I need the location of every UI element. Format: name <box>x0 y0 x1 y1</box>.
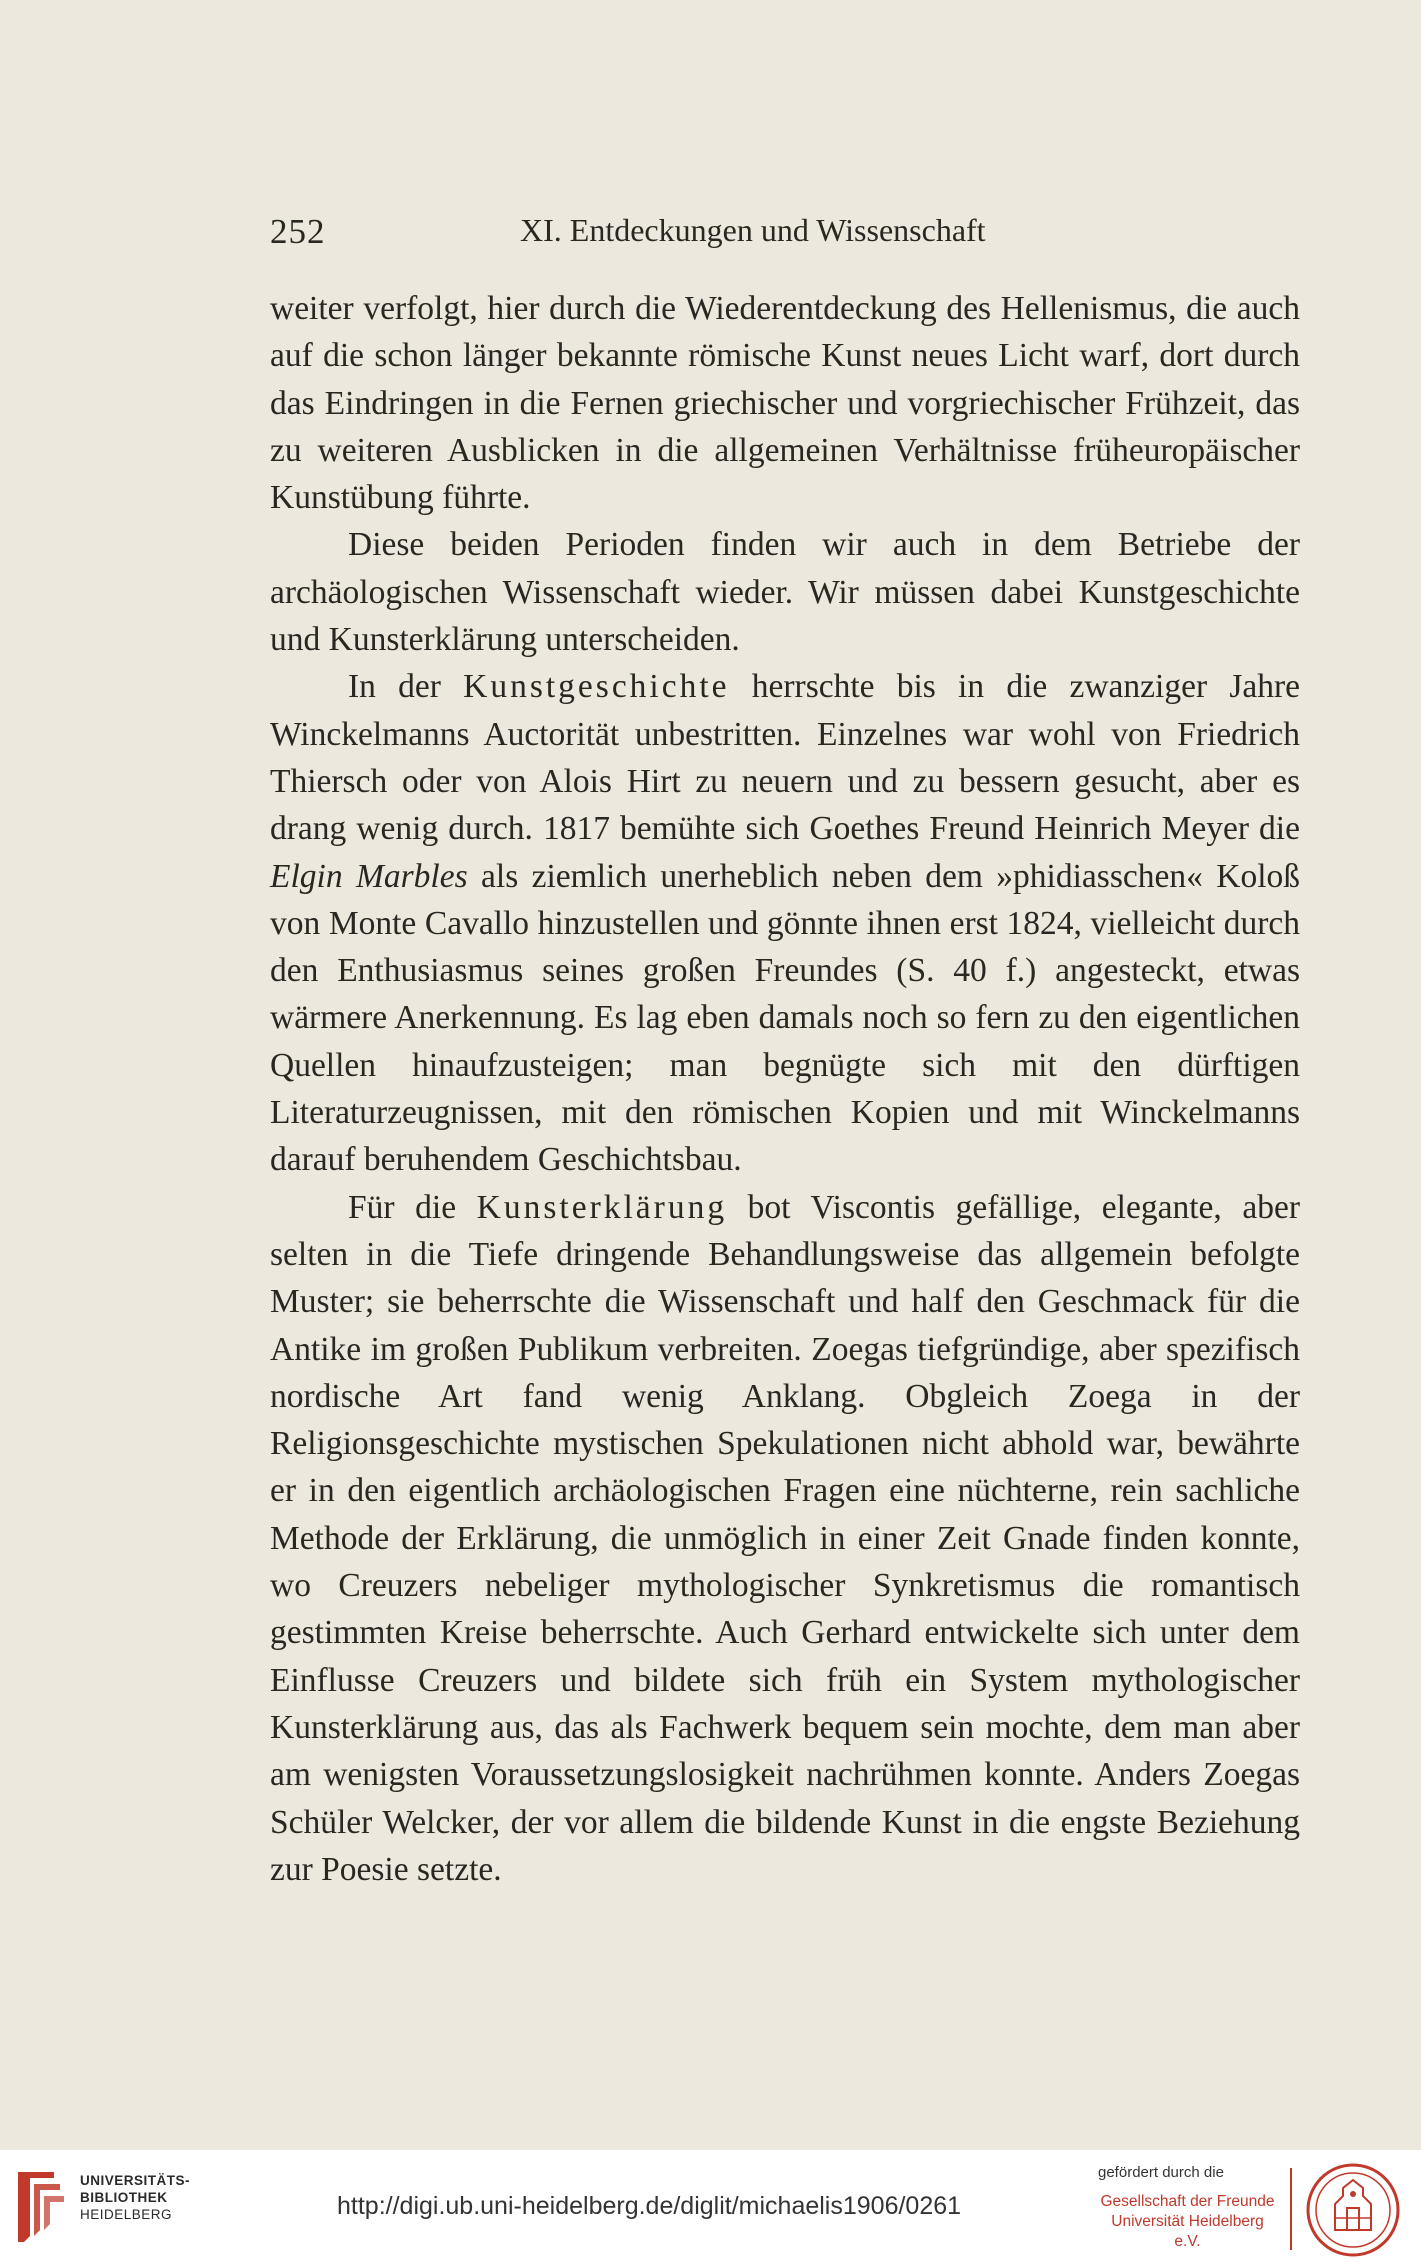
paragraph-4 <box>270 1184 1300 1893</box>
paragraph-3-lead: In der <box>348 668 464 706</box>
library-name-line-2: BIBLIOTHEK <box>80 2190 168 2205</box>
sponsor-name <box>1100 2192 1275 2252</box>
page-number: 252 <box>270 212 326 251</box>
library-name-line-1: UNIVERSITÄTS- <box>80 2173 191 2188</box>
paragraph-3-text-end: als ziemlich unerheblich neben dem »phidiasschen« Koloß von Monte Cavallo hinzustellen und gönnte ihnen erst 1824, vielleicht durch den Enthusiasmus seines großen Freundes (S. 40 f.) angesteckt, etwas wärmere Anerkennung. Es lag eben damals noch so fern zu den eigentlichen Quellen hinaufzusteigen; man begnügte sich mit den dürftigen Literaturzeugnissen, mit den römischen Kopien und mit Winckelmanns darauf beruhendem Geschichtsbau. <box>270 857 1300 1179</box>
paragraph-2: Diese beiden Perioden finden wir auch in dem Betriebe der archäologischen Wissenschaft wieder. Wir müssen dabei Kunstgeschichte und Kunsterklärung unterscheiden. <box>270 526 1300 659</box>
sponsor-name-line-2: Universität Heidelberg e.V. <box>1111 2213 1264 2250</box>
page-header <box>270 212 1300 262</box>
running-head: XI. Entdeckungen und Wissenschaft <box>520 212 986 248</box>
university-seal-icon <box>1305 2162 1401 2258</box>
body-text <box>270 285 1300 1893</box>
paragraph-4-lead: Für die <box>348 1188 477 1226</box>
paragraph-3 <box>270 663 1300 1183</box>
digitization-footer <box>0 2150 1421 2263</box>
term-kunsterklaerung: Kunsterklärung <box>476 1188 728 1226</box>
library-name <box>80 2172 190 2223</box>
italic-elgin-marbles: Elgin Marbles <box>270 857 468 895</box>
divider <box>1290 2168 1292 2250</box>
library-name-line-3: HEIDELBERG <box>80 2207 173 2222</box>
permalink-url[interactable]: http://digi.ub.uni-heidelberg.de/diglit/michaelis1906/0261 <box>337 2192 962 2220</box>
paragraph-3-text: herrschte bis in die zwanziger Jahre Winckelmanns Auctorität unbestritten. Einzelnes war wohl von Friedrich Thiersch oder von Alois Hirt zu neuern und zu bessern gesucht, aber es drang wenig durch. 1817 bemühte sich Goethes Freund Heinrich Meyer die <box>270 668 1300 848</box>
library-logo-icon <box>14 2166 66 2248</box>
term-kunstgeschichte: Kunstgeschichte <box>463 668 730 706</box>
paragraph-1: weiter verfolgt, hier durch die Wiederentdeckung des Hellenismus, die auch auf die schon länger bekannte römische Kunst neues Licht warf, dort durch das Eindringen in die Fernen griechischer und vorgriechischer Frühzeit, das zu weiteren Ausblicken in die allgemeinen Verhältnisse frühеuropäischer Kunstübung führte. <box>270 290 1300 517</box>
sponsor-name-line-1: Gesellschaft der Freunde <box>1100 2193 1275 2210</box>
sponsor-label: gefördert durch die <box>1098 2164 1224 2181</box>
paragraph-4-text: bot Viscontis gefällige, elegante, aber selten in die Tiefe dringende Behandlungsweise das allgemein befolgte Muster; sie beherrschte die Wissenschaft und half den Geschmack für die Antike im großen Publikum verbreiten. Zoegas tiefgründige, aber spezifisch nordische Art fand wenig Anklang. Obgleich Zoega in der Religionsgeschichte mystischen Spekulationen nicht abhold war, bewährte er in den eigentlich archäologischen Fragen eine nüchterne, rein sachliche Methode der Erklärung, die unmöglich in einer Zeit Gnade finden konnte, wo Creuzers nebeliger mythologischer Synkretismus die romantisch gestimmten Kreise beherrschte. Auch Gerhard entwickelte sich unter dem Einflusse Creuzers und bildete sich früh ein System mythologischer Kunsterklärung aus, das als Fachwerk bequem sein mochte, dem man aber am wenigsten Voraussetzungslosigkeit nachrühmen konnte. Anders Zoegas Schüler Welcker, der vor allem die bildende Kunst in die engste Beziehung zur Poesie setzte. <box>270 1188 1300 1888</box>
